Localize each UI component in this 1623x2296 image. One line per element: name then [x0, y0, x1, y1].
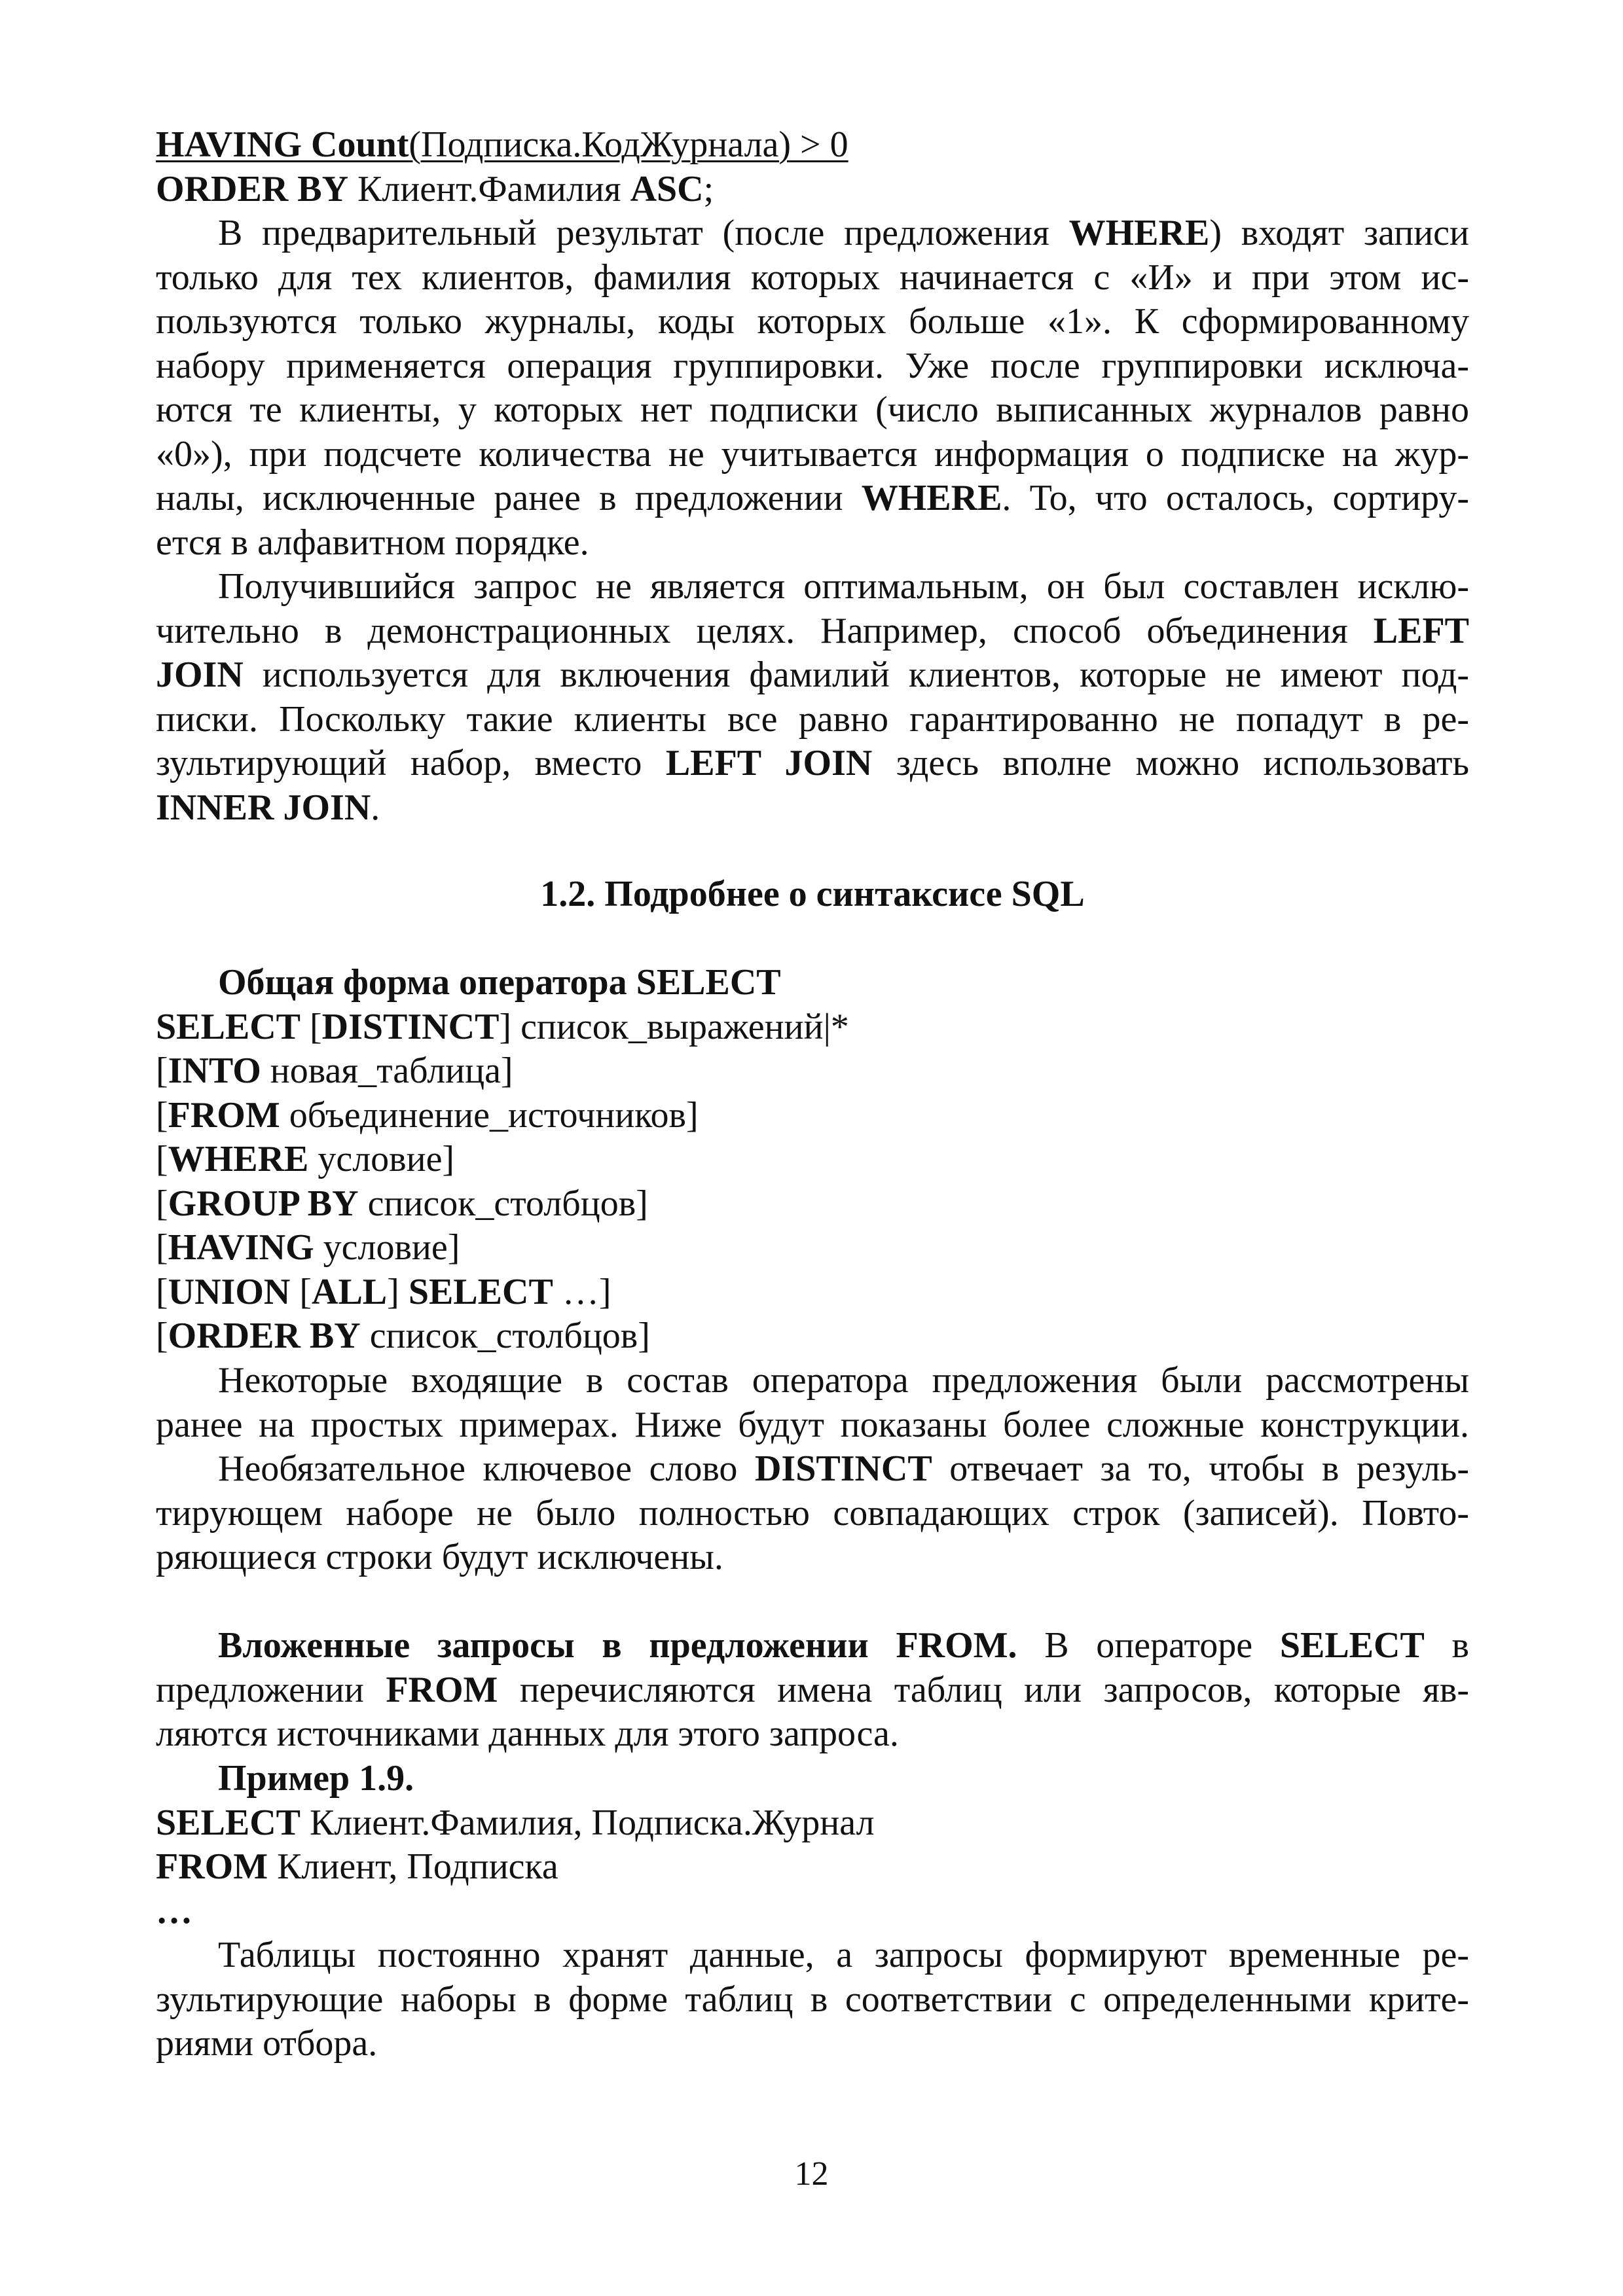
p6-line-1: Таблицы постоянно хранят данные, а запросы формируют временные ре-: [218, 1935, 1469, 1975]
p2-line-5-post: здесь вполне можно использовать: [872, 743, 1469, 783]
paragraph-3: [156, 1359, 1469, 1447]
having-condition: (Подписка.КодЖурнала) > 0: [409, 124, 848, 165]
into-target: новая_таблица]: [261, 1050, 513, 1091]
example-from-keyword: FROM: [156, 1846, 268, 1887]
bracket-open: [: [156, 1094, 168, 1136]
order-field: Клиент.Фамилия: [348, 168, 630, 209]
asc-keyword: ASC: [630, 168, 704, 209]
p1-line-7: [156, 476, 1469, 521]
p2-line-5: [156, 742, 1469, 786]
union-select-keyword: SELECT: [408, 1271, 553, 1312]
p2-line-2: [156, 609, 1469, 654]
syntax-union-line: [156, 1270, 1469, 1315]
paragraph-1: [156, 211, 1469, 565]
where-keyword-2: WHERE: [861, 478, 1002, 518]
where-keyword-syntax: WHERE: [168, 1139, 309, 1179]
example-from-list: Клиент, Подписка: [268, 1846, 558, 1887]
page-number: 12: [794, 2155, 829, 2193]
example-ellipsis-line: [156, 1890, 1469, 1934]
syntax-orderby-line: [156, 1314, 1469, 1359]
bracket-open: [: [156, 1183, 168, 1224]
paragraph-6: [156, 1933, 1469, 2066]
example-ellipsis: …: [156, 1890, 192, 1931]
select-list: ] список_выражений|*: [499, 1006, 849, 1047]
syntax-group-line: [156, 1182, 1469, 1227]
example-select-list: Клиент.Фамилия, Подписка.Журнал: [301, 1802, 875, 1843]
syntax-select-line: [156, 1005, 1469, 1050]
p2-line-1: Получившийся запрос не является оптимальным, он был составлен исклю-: [218, 566, 1469, 607]
inner-join-keyword: INNER JOIN: [156, 787, 371, 828]
order-line: [156, 168, 1469, 212]
join-keyword: JOIN: [156, 655, 244, 695]
where-condition: условие]: [308, 1139, 455, 1179]
p1-line-1: [156, 211, 1469, 256]
having-keyword-syntax: HAVING: [168, 1227, 314, 1268]
section-heading: 1.2. Подробнее о синтаксисе SQL: [540, 874, 1085, 914]
order-keyword: ORDER BY: [156, 168, 349, 209]
p1-line-5: ются те клиенты, у которых нет подписки (число выписанных журналов равно: [156, 389, 1469, 430]
bracket-open: [: [156, 1139, 168, 1179]
paragraph-4: [156, 1447, 1469, 1580]
bracket-open: [: [156, 1271, 168, 1312]
bracket-open: [: [301, 1006, 322, 1047]
bracket-open: [: [156, 1227, 168, 1268]
p2-line-5-pre: зультирующий набор, вместо: [156, 743, 666, 783]
syntax-into-line: [156, 1049, 1469, 1094]
all-keyword: ALL: [312, 1271, 388, 1312]
p6-line-3: риями отбора.: [156, 2023, 378, 2064]
p5-line-3: ляются источниками данных для этого запроса.: [156, 1713, 899, 1754]
code-fragment-top: [156, 123, 1469, 211]
p6-line-2: зультирующие наборы в форме таблиц в соответствии с определенными крите-: [156, 1979, 1469, 2020]
into-keyword: INTO: [168, 1050, 261, 1091]
p1-line-1-pre: В предварительный результат (после предложения: [218, 213, 1069, 253]
syntax-title: Общая форма оператора SELECT: [218, 962, 781, 1003]
p1-line-7-pre: налы, исключенные ранее в предложении: [156, 478, 862, 518]
from-keyword: FROM: [168, 1094, 280, 1136]
p1-line-2: только для тех клиентов, фамилия которых начинается с «И» и при этом ис-: [156, 257, 1469, 298]
order-by-keyword: ORDER BY: [168, 1316, 361, 1356]
example-block: [156, 1757, 1469, 1933]
subquery-heading: Вложенные запросы в предложении FROM.: [218, 1625, 1017, 1666]
count-keyword: Count: [311, 124, 409, 165]
example-select-line: [156, 1801, 1469, 1846]
p4-line-2: тирующем наборе не было полностью совпадающих строк (записей). Повто-: [156, 1492, 1469, 1534]
syntax-where-line: [156, 1138, 1469, 1182]
example-from-line: [156, 1845, 1469, 1890]
p1-line-4: набору применяется операция группировки. Уже после группировки исключа-: [156, 345, 1469, 386]
syntax-having-line: [156, 1226, 1469, 1270]
distinct-keyword-2: DISTINCT: [754, 1448, 932, 1489]
p2-line-4: писки. Поскольку такие клиенты все равно гарантированно не попадут в ре-: [156, 698, 1469, 740]
p3-line-1: Некоторые входящие в состав оператора предложения были рассмотрены: [218, 1360, 1469, 1401]
p1-line-6: «0»), при подсчете количества не учитывается информация о подписке на жур-: [156, 433, 1469, 475]
left-keyword: LEFT: [1373, 610, 1469, 651]
paragraph-2: [156, 565, 1469, 830]
union-rest: …]: [553, 1271, 611, 1312]
p4-line-3: ряющиеся строки будут исключены.: [156, 1537, 723, 1577]
paragraph-5: [156, 1624, 1469, 1757]
left-join-keyword: LEFT JOIN: [665, 743, 873, 783]
from-sources: объединение_источников]: [280, 1094, 699, 1136]
where-keyword: WHERE: [1068, 213, 1210, 253]
p5-line-2-post: перечисляются имена таблиц или запросов, которые яв-: [498, 1669, 1469, 1710]
from-keyword-2: FROM: [386, 1669, 498, 1710]
bracket-open: [: [290, 1271, 312, 1312]
p4-line-1-post: отвечает за то, чтобы в резуль-: [932, 1448, 1469, 1489]
order-columns: список_столбцов]: [360, 1316, 650, 1356]
select-keyword: SELECT: [156, 1006, 301, 1047]
select-keyword-2: SELECT: [1279, 1625, 1425, 1666]
p2-line-2-pre: чительно в демонстрационных целях. Например, способ объединения: [156, 610, 1374, 651]
p1-line-3: пользуются только журналы, коды которых больше «1». К сформированному: [156, 301, 1469, 342]
syntax-from-line: [156, 1094, 1469, 1138]
having-keyword: HAVING: [156, 124, 302, 165]
section-heading-block: [156, 872, 1469, 917]
p1-line-1-post: ) входят записи: [1209, 213, 1469, 253]
order-end: ;: [703, 168, 714, 209]
syntax-block: [156, 961, 1469, 1359]
distinct-keyword: DISTINCT: [321, 1006, 500, 1047]
having-line: [156, 123, 1469, 168]
syntax-title-line: [156, 961, 1469, 1005]
example-title: Пример 1.9.: [218, 1758, 414, 1799]
p5-line-1-post: в: [1424, 1625, 1469, 1666]
p5-line-2-pre: предложении: [156, 1669, 386, 1710]
p2-line-6-post: .: [371, 787, 380, 828]
group-columns: список_столбцов]: [358, 1183, 648, 1224]
p1-line-8: ется в алфавитном порядке.: [156, 522, 589, 563]
p4-line-1: [156, 1447, 1469, 1492]
example-select-keyword: SELECT: [156, 1802, 301, 1843]
having-condition-syntax: условие]: [314, 1227, 460, 1268]
bracket-open: [: [156, 1050, 168, 1091]
p2-line-3: [156, 653, 1469, 698]
union-keyword: UNION: [168, 1271, 291, 1312]
p5-line-1-mid: В операторе: [1017, 1625, 1280, 1666]
example-title-line: [156, 1757, 1469, 1801]
p5-line-2: [156, 1668, 1469, 1713]
p2-line-6: [156, 786, 1469, 831]
p2-line-3-post: используется для включения фамилий клиентов, которые не имеют под-: [243, 655, 1469, 695]
p5-line-1: [156, 1624, 1469, 1668]
p3-line-2: ранее на простых примерах. Ниже будут показаны более сложные конструкции.: [156, 1404, 1469, 1445]
bracket-open: [: [156, 1316, 168, 1356]
p1-line-7-post: . То, что осталось, сортиру-: [1002, 478, 1469, 518]
p4-line-1-pre: Необязательное ключевое слово: [218, 1448, 755, 1489]
group-by-keyword: GROUP BY: [168, 1183, 359, 1224]
bracket-close: ]: [387, 1271, 409, 1312]
